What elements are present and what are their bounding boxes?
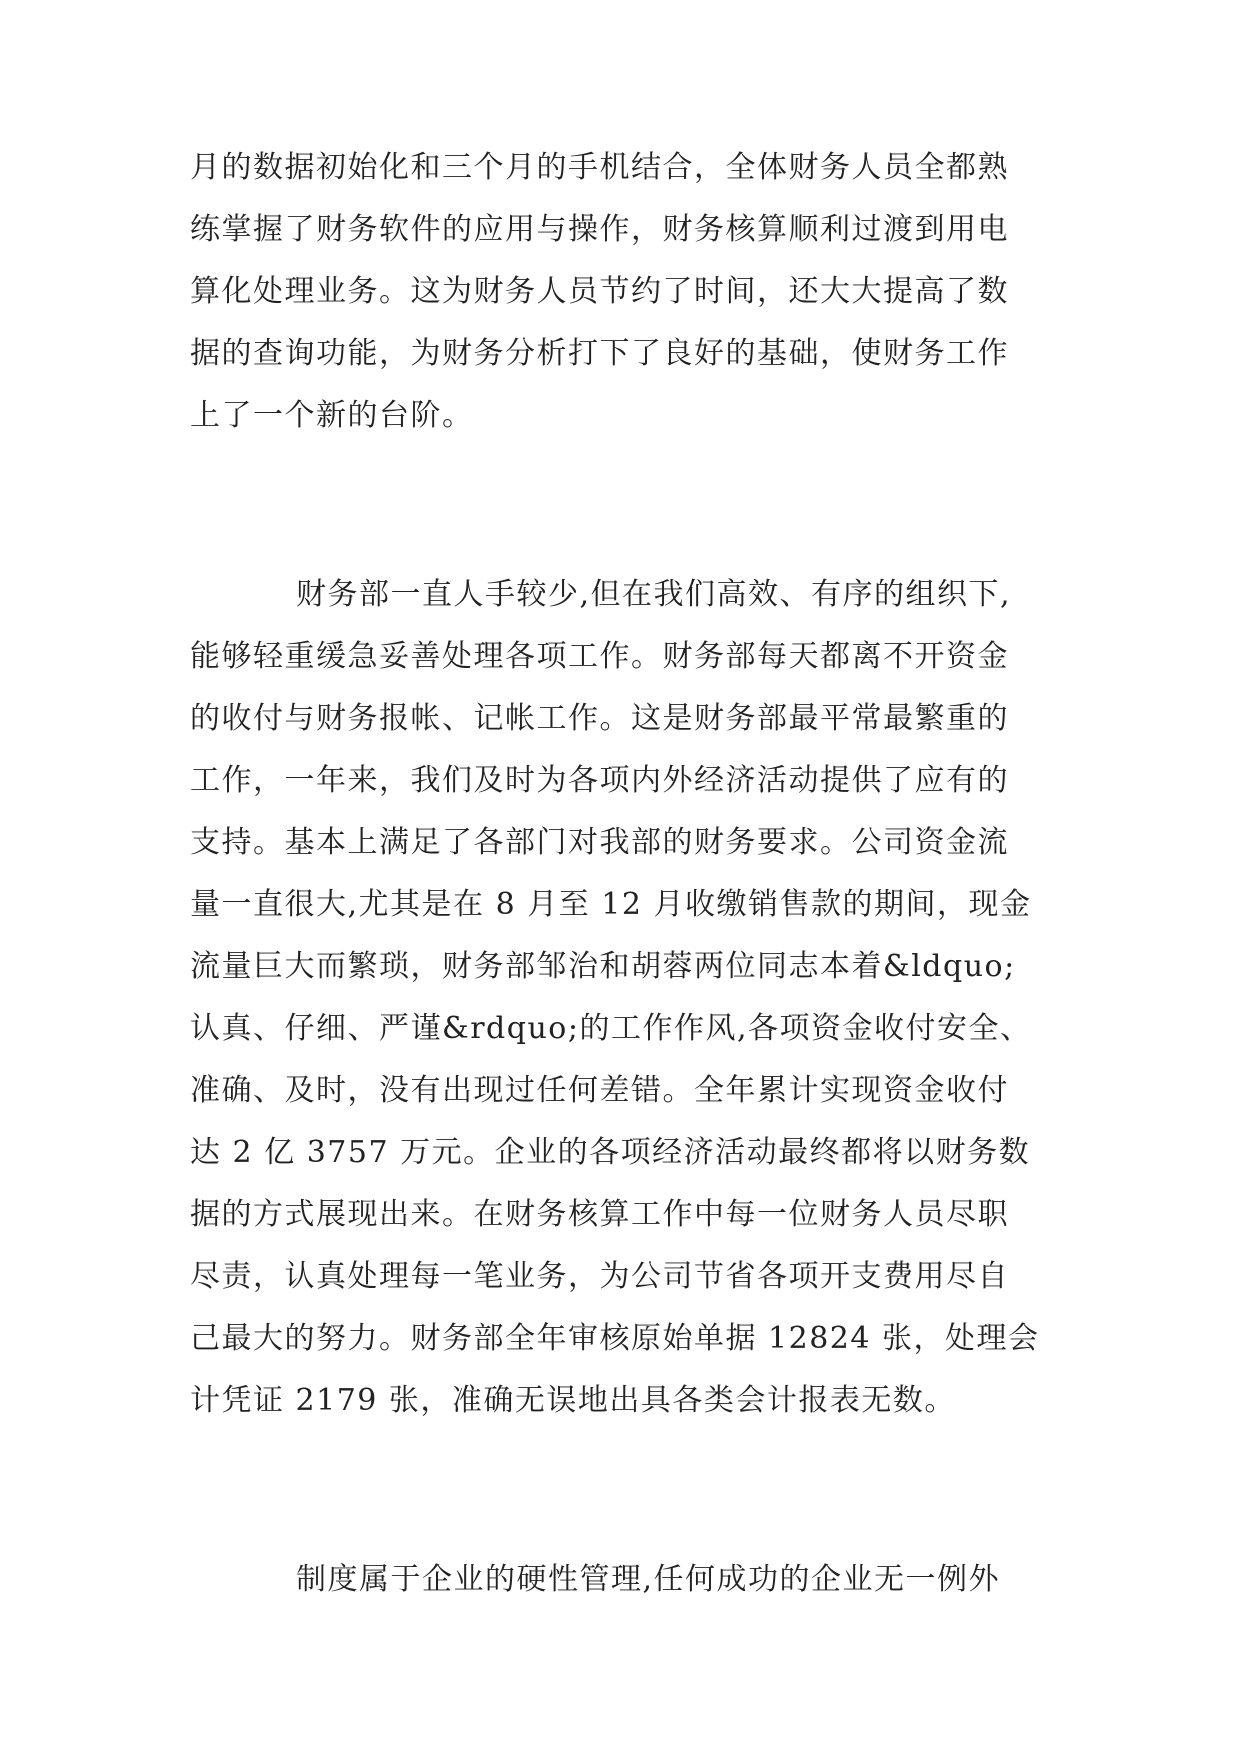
text-line: 尽责，认真处理每一笔业务，为公司节省各项开支费用尽自 bbox=[190, 1259, 1009, 1294]
paragraph-first-line: 制度属于企业的硬性管理,任何成功的企业无一例外 bbox=[296, 1562, 1001, 1597]
text-line: 的收付与财务报帐、记帐工作。这是财务部最平常最繁重的 bbox=[190, 701, 1009, 736]
text-line: 能够轻重缓急妥善处理各项工作。财务部每天都离不开资金 bbox=[190, 639, 1009, 674]
text-line: 达 2 亿 3757 万元。企业的各项经济活动最终都将以财务数 bbox=[190, 1135, 1031, 1170]
text-line: 工作，一年来，我们及时为各项内外经济活动提供了应有的 bbox=[190, 763, 1009, 798]
text-line: 据的方式展现出来。在财务核算工作中每一位财务人员尽职 bbox=[190, 1197, 1009, 1232]
text-line: 流量巨大而繁琐，财务部邹治和胡蓉两位同志本着&ldquo; bbox=[190, 949, 1016, 984]
text-line: 练掌握了财务软件的应用与操作，财务核算顺利过渡到用电 bbox=[190, 212, 1009, 247]
text-line: 准确、及时，没有出现过任何差错。全年累计实现资金收付 bbox=[190, 1073, 1009, 1108]
paragraph-first-line: 财务部一直人手较少,但在我们高效、有序的组织下, bbox=[296, 577, 1012, 612]
text-line: 支持。基本上满足了各部门对我部的财务要求。公司资金流 bbox=[190, 825, 1009, 860]
text-line: 月的数据初始化和三个月的手机结合，全体财务人员全都熟 bbox=[190, 150, 1009, 185]
text-line: 量一直很大,尤其是在 8 月至 12 月收缴销售款的期间，现金 bbox=[190, 887, 1032, 922]
text-line: 认真、仔细、严谨&rdquo;的工作作风,各项资金收付安全、 bbox=[190, 1011, 1032, 1046]
text-line: 上了一个新的台阶。 bbox=[190, 398, 474, 433]
text-line: 算化处理业务。这为财务人员节约了时间，还大大提高了数 bbox=[190, 274, 1009, 309]
text-line: 己最大的努力。财务部全年审核原始单据 12824 张，处理会 bbox=[190, 1321, 1040, 1356]
text-line: 计凭证 2179 张，准确无误地出具各类会计报表无数。 bbox=[190, 1383, 956, 1418]
text-line: 据的查询功能，为财务分析打下了良好的基础，使财务工作 bbox=[190, 336, 1009, 371]
